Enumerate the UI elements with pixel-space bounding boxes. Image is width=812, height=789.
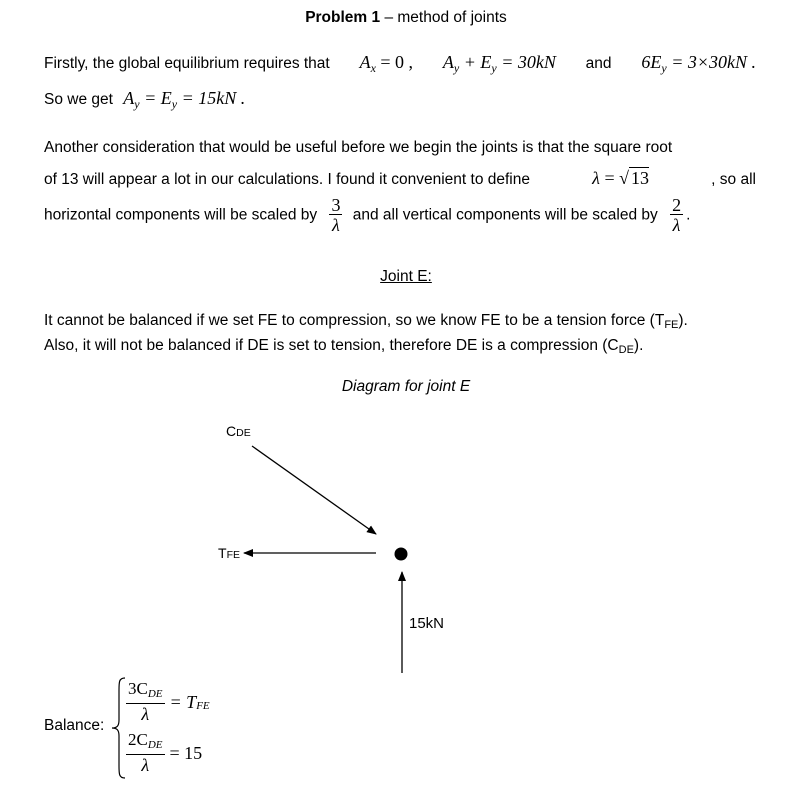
cde-label: CDE: [226, 423, 251, 439]
para2-line2-pre: of 13 will appear a lot in our calculations. I found it convenient to define: [44, 171, 530, 188]
balance-eq2-fraction: $\frac{\text{2CDE}}{\lambda}$: [128, 730, 163, 775]
para2-line3: [44, 196, 756, 235]
page-title: [0, 9, 812, 27]
diagram-caption: Diagram for joint E: [341, 378, 471, 395]
tfe-label: TFE: [218, 545, 240, 561]
para1-line2: [44, 88, 245, 112]
para1-line1: [44, 52, 756, 76]
eq-result: $A_y = E_y = 15kN$ .: [123, 88, 246, 111]
balance-label: Balance:: [44, 717, 105, 734]
and-word: and: [585, 55, 612, 72]
para2-line2-post: , so all: [711, 171, 756, 188]
title-bold: Problem 1: [305, 9, 381, 26]
force-15kn-label: 15kN: [409, 615, 445, 632]
balance-eq1: $\frac{\text{3CDE}}{\lambda}$ = T FE: [128, 679, 210, 724]
para2-line2: [44, 168, 756, 189]
title-rest: – method of joints: [380, 9, 507, 26]
so-we-get: So we get: [44, 91, 113, 108]
balance-eq2: $\frac{\text{2CDE}}{\lambda}$ = 15: [128, 730, 203, 775]
para1-intro: Firstly, the global equilibrium requires that: [44, 55, 330, 72]
cde-arrow: [252, 446, 376, 534]
eq-6ey: $6E_y = 3\times 30kN$ .: [641, 52, 756, 75]
para3-line2: Also, it will not be balanced if DE is set to tension, therefore DE is a compression (CDE).: [44, 337, 644, 356]
para2-line3-pre: horizontal components will be scaled by: [44, 206, 318, 224]
fraction-3-over-lambda: $\frac{3}{\lambda}$: [331, 195, 341, 235]
para2-line1: Another consideration that would be useful before we begin the joints is that the square root: [44, 139, 673, 156]
period: .: [686, 206, 691, 224]
fraction-2-over-lambda: $\frac{2}{\lambda}$: [672, 195, 682, 235]
para2-line3-mid: and all vertical components will be scaled by: [352, 206, 658, 224]
para3-line1: It cannot be balanced if we set FE to compression, so we know FE to be a tension force (TFE).: [44, 312, 688, 331]
balance-eq1-fraction: $\frac{\text{3CDE}}{\lambda}$: [128, 679, 163, 724]
eq-ax: $A_x = 0$ ,: [359, 52, 414, 75]
joint-e-node: [395, 548, 408, 561]
eq-ay-ey: $A_y + E_y = 30kN$: [442, 52, 556, 75]
joint-heading: Joint E:: [380, 268, 432, 285]
lambda-definition: λ = √ 13: [592, 168, 649, 188]
